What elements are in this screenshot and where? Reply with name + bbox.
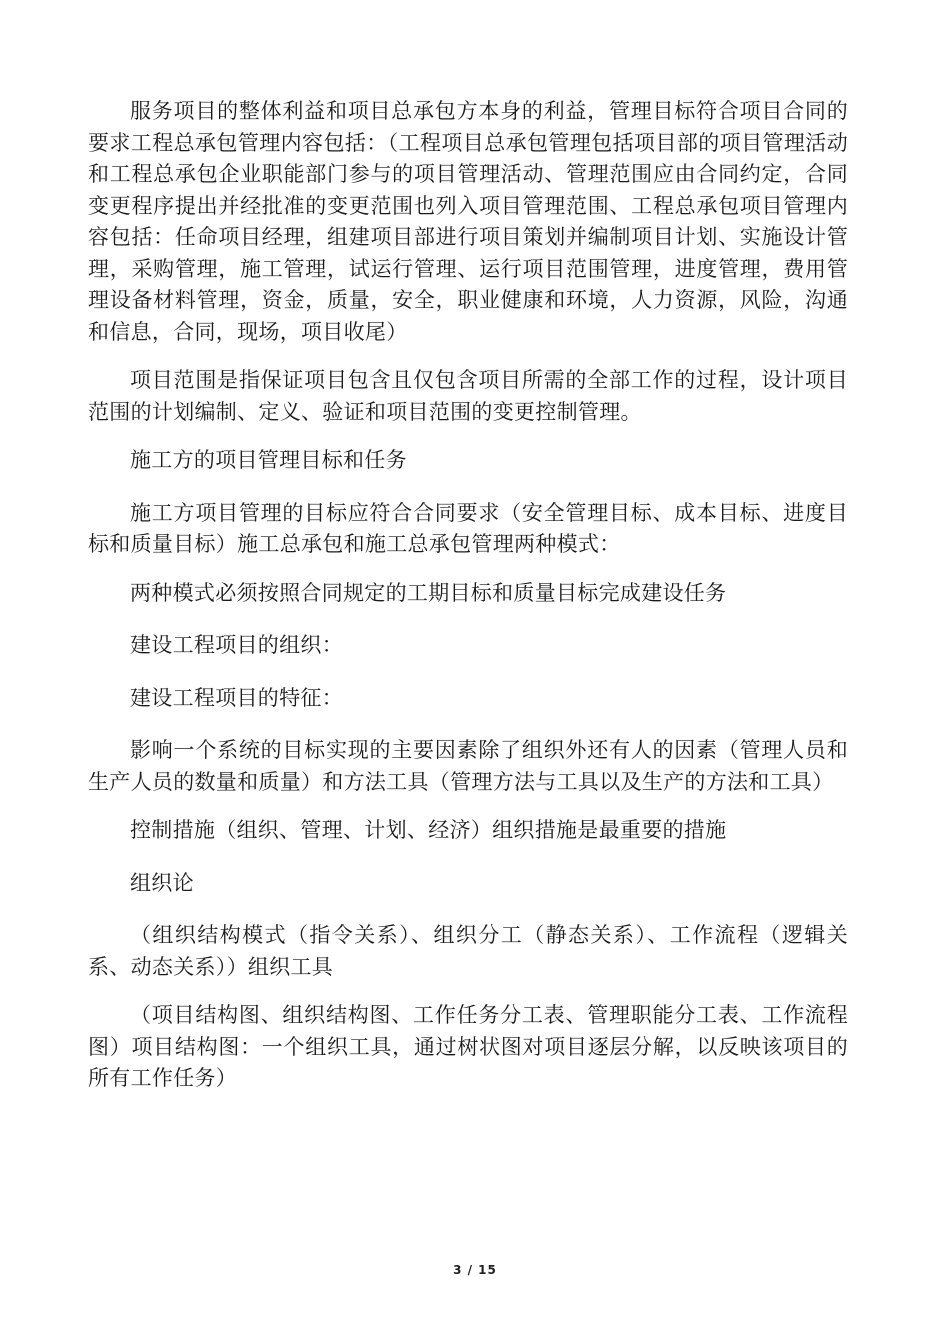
paragraph-contractor-objectives: 施工方项目管理的目标应符合合同要求（安全管理目标、成本目标、进度目标和质量目标）施工总承包和施工总承包管理两种模式： xyxy=(88,500,848,556)
document-body xyxy=(88,96,848,1112)
paragraph-project-structure-chart: （项目结构图、组织结构图、工作任务分工表、管理职能分工表、工作流程图）项目结构图：一个组织工具，通过树状图对项目逐层分解，以反映该项目的所有工作任务） xyxy=(88,1003,848,1090)
heading-project-organization: 建设工程项目的组织： xyxy=(130,633,343,657)
paragraph-project-management-content: 服务项目的整体利益和项目总承包方本身的利益，管理目标符合项目合同的要求工程总承包管理内容包括：（工程项目总承包管理包括项目部的项目管理活动和工程总承包企业职能部门参与的项目管理活动、管理范围应由合同约定，合同变更程序提出并经批准的变更范围也列入项目管理范围、工程总承包项目管理内容包括：任命项目经理，组建项目部进行项目策划并编制项目计划、实施设计管理，采购管理，施工管理，试运行管理、运行项目范围管理，进度管理，费用管理设备材料管理，资金，质量，安全，职业健康和环境，人力资源，风险，沟通和信息，合同，现场，项目收尾） xyxy=(88,99,848,344)
page-number: 3 / 15 xyxy=(453,1263,497,1277)
heading-project-features: 建设工程项目的特征： xyxy=(130,685,343,710)
paragraph-two-modes: 两种模式必须按照合同规定的工期目标和质量目标完成建设任务 xyxy=(130,580,727,605)
heading-organization-theory: 组织论 xyxy=(130,870,194,895)
heading-contractor-objectives: 施工方的项目管理目标和任务 xyxy=(130,448,407,472)
paragraph-organization-tools: （组织结构模式（指令关系）、组织分工（静态关系）、工作流程（逻辑关系、动态关系））组织工具 xyxy=(88,923,848,979)
paragraph-influencing-factors: 影响一个系统的目标实现的主要因素除了组织外还有人的因素（管理人员和生产人员的数量和质量）和方法工具（管理方法与工具以及生产的方法和工具） xyxy=(88,738,848,794)
paragraph-control-measures: 控制措施（组织、管理、计划、经济）组织措施是最重要的措施 xyxy=(130,818,727,842)
paragraph-project-scope: 项目范围是指保证项目包含且仅包含项目所需的全部工作的过程，设计项目范围的计划编制、定义、验证和项目范围的变更控制管理。 xyxy=(88,368,848,424)
